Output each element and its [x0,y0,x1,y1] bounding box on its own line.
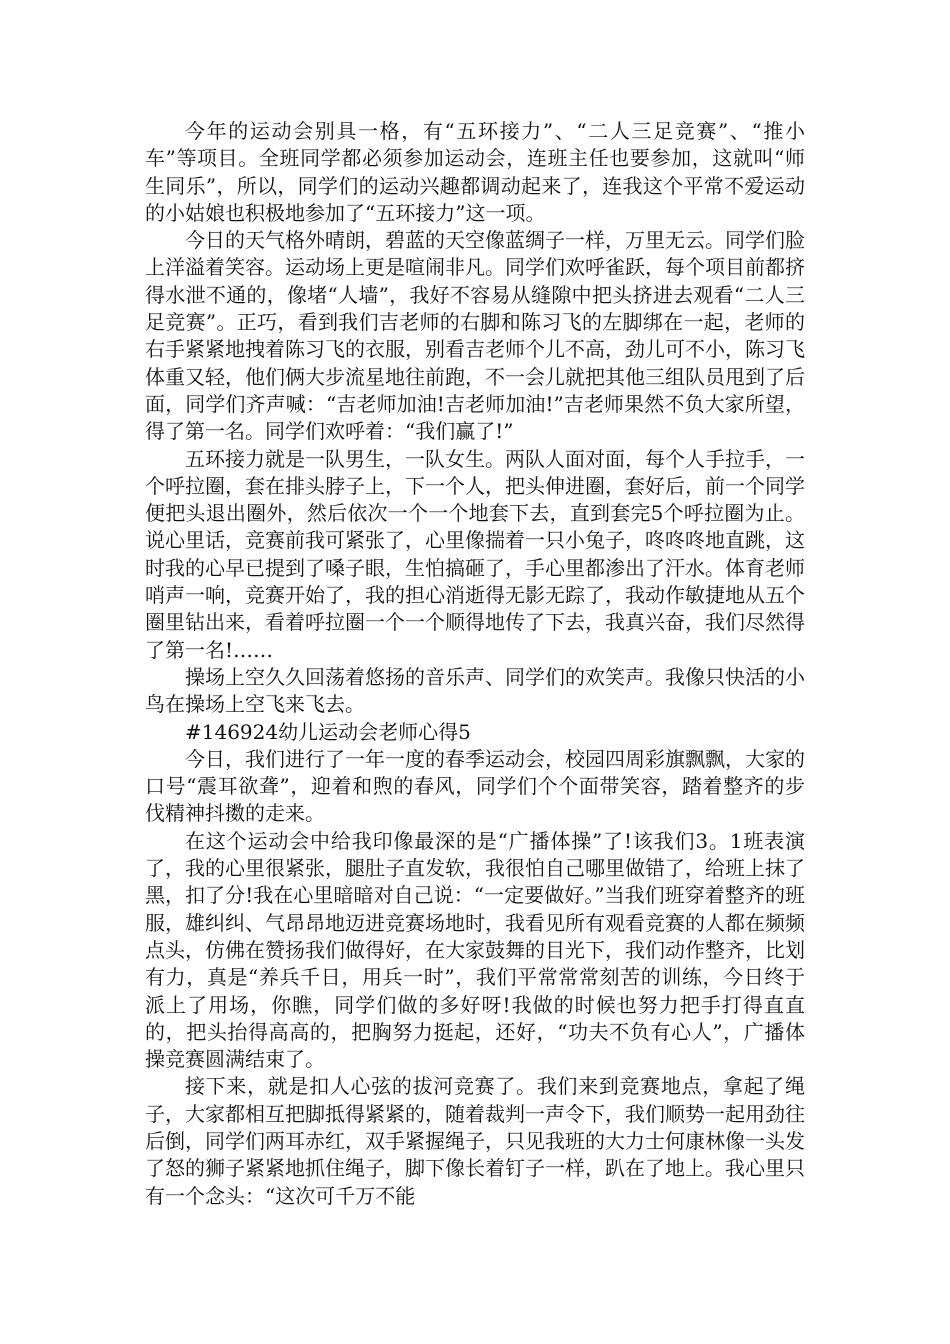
paragraph-playground-music: 操场上空久久回荡着悠扬的音乐声、同学们的欢笑声。我像只快活的小鸟在操场上空飞来飞去。 [145,664,805,717]
paragraph-five-ring-relay: 五环接力就是一队男生，一队女生。两队人面对面，每个人手拉手，一个呼拉圈，套在排头脖子上，下一个人，把头伸进圈，套好后，前一个同学便把头退出圈外，然后依次一个一个地套下去，直到套完5个呼拉圈为止。说心里话，竞赛前我可紧张了，心里像揣着一只小兔子，咚咚咚地直跳，这时我的心早已提到了嗓子眼，生怕搞砸了，手心里都渗出了汗水。体育老师哨声一响，竞赛开始了，我的担心消逝得无影无踪了，我动作敏捷地从五个圈里钻出来，看着呼拉圈一个一个顺得地传了下去，我真兴奋，我们尽然得了第一名!…… [145,446,805,662]
document-body [145,118,805,1210]
paragraph-tug-of-war: 接下来，就是扣人心弦的拔河竞赛了。我们来到竞赛地点，拿起了绳子，大家都相互把脚抵得紧紧的，随着裁判一声令下，我们顺势一起用劲往后倒，同学们两耳赤红，双手紧握绳子，只见我班的大力士何康林像一头发了怒的狮子紧紧地抓住绳子，脚下像长着钉子一样，趴在了地上。我心里只有一个念头：“这次可千万不能 [145,1074,805,1208]
paragraph-broadcast-exercise: 在这个运动会中给我印像最深的是“广播体操”了!该我们3。1班表演了，我的心里很紧张，腿肚子直发软，我很怕自己哪里做错了，给班上抹了黑，扣了分!我在心里暗暗对自己说：“一定要做好。”当我们班穿着整齐的班服，雄纠纠、气昂昂地迈进竞赛场地时，我看见所有观看竞赛的人都在频频点头，仿佛在赞扬我们做得好，在大家鼓舞的目光下，我们动作整齐，比划有力，真是“养兵千日，用兵一时”，我们平常常常刻苦的训练，今日终于派上了用场，你瞧，同学们做的多好呀!我做的时候也努力把手打得直直的，把头抬得高高的，把胸努力挺起，还好，“功夫不负有心人”，广播体操竞赛圆满结束了。 [145,828,805,1072]
section-heading: #146924幼儿运动会老师心得5 [185,719,471,744]
paragraph-weather-and-race: 今日的天气格外晴朗，碧蓝的天空像蓝绸子一样，万里无云。同学们脸上洋溢着笑容。运动场上更是喧闹非凡。同学们欢呼雀跃，每个项目前都挤得水泄不通的，像堵“人墙”，我好不容易从缝隙中把头挤进去观看“二人三足竞赛”。正巧，看到我们吉老师的右脚和陈习飞的左脚绑在一起，老师的右手紧紧地拽着陈习飞的衣服，别看吉老师个儿不高，劲儿可不小，陈习飞体重又轻，他们俩大步流星地往前跑，不一会儿就把其他三组队员甩到了后面，同学们齐声喊：“吉老师加油!吉老师加油!”吉老师果然不负大家所望，得了第一名。同学们欢呼着：“我们赢了!” [145,228,805,444]
paragraph-event-intro: 今年的运动会别具一格，有“五环接力”、“二人三足竞赛”、“推小车”等项目。全班同学都必须参加运动会，连班主任也要参加，这就叫“师生同乐”，所以，同学们的运动兴趣都调动起来了，连我这个平常不爱运动的小姑娘也积极地参加了“五环接力”这一项。 [145,119,805,225]
paragraph-spring-sports-meet: 今日，我们进行了一年一度的春季运动会，校园四周彩旗飘飘，大家的口号“震耳欲聋”，迎着和煦的春风，同学们个个面带笑容，踏着整齐的步伐精神抖擞的走来。 [145,746,805,826]
